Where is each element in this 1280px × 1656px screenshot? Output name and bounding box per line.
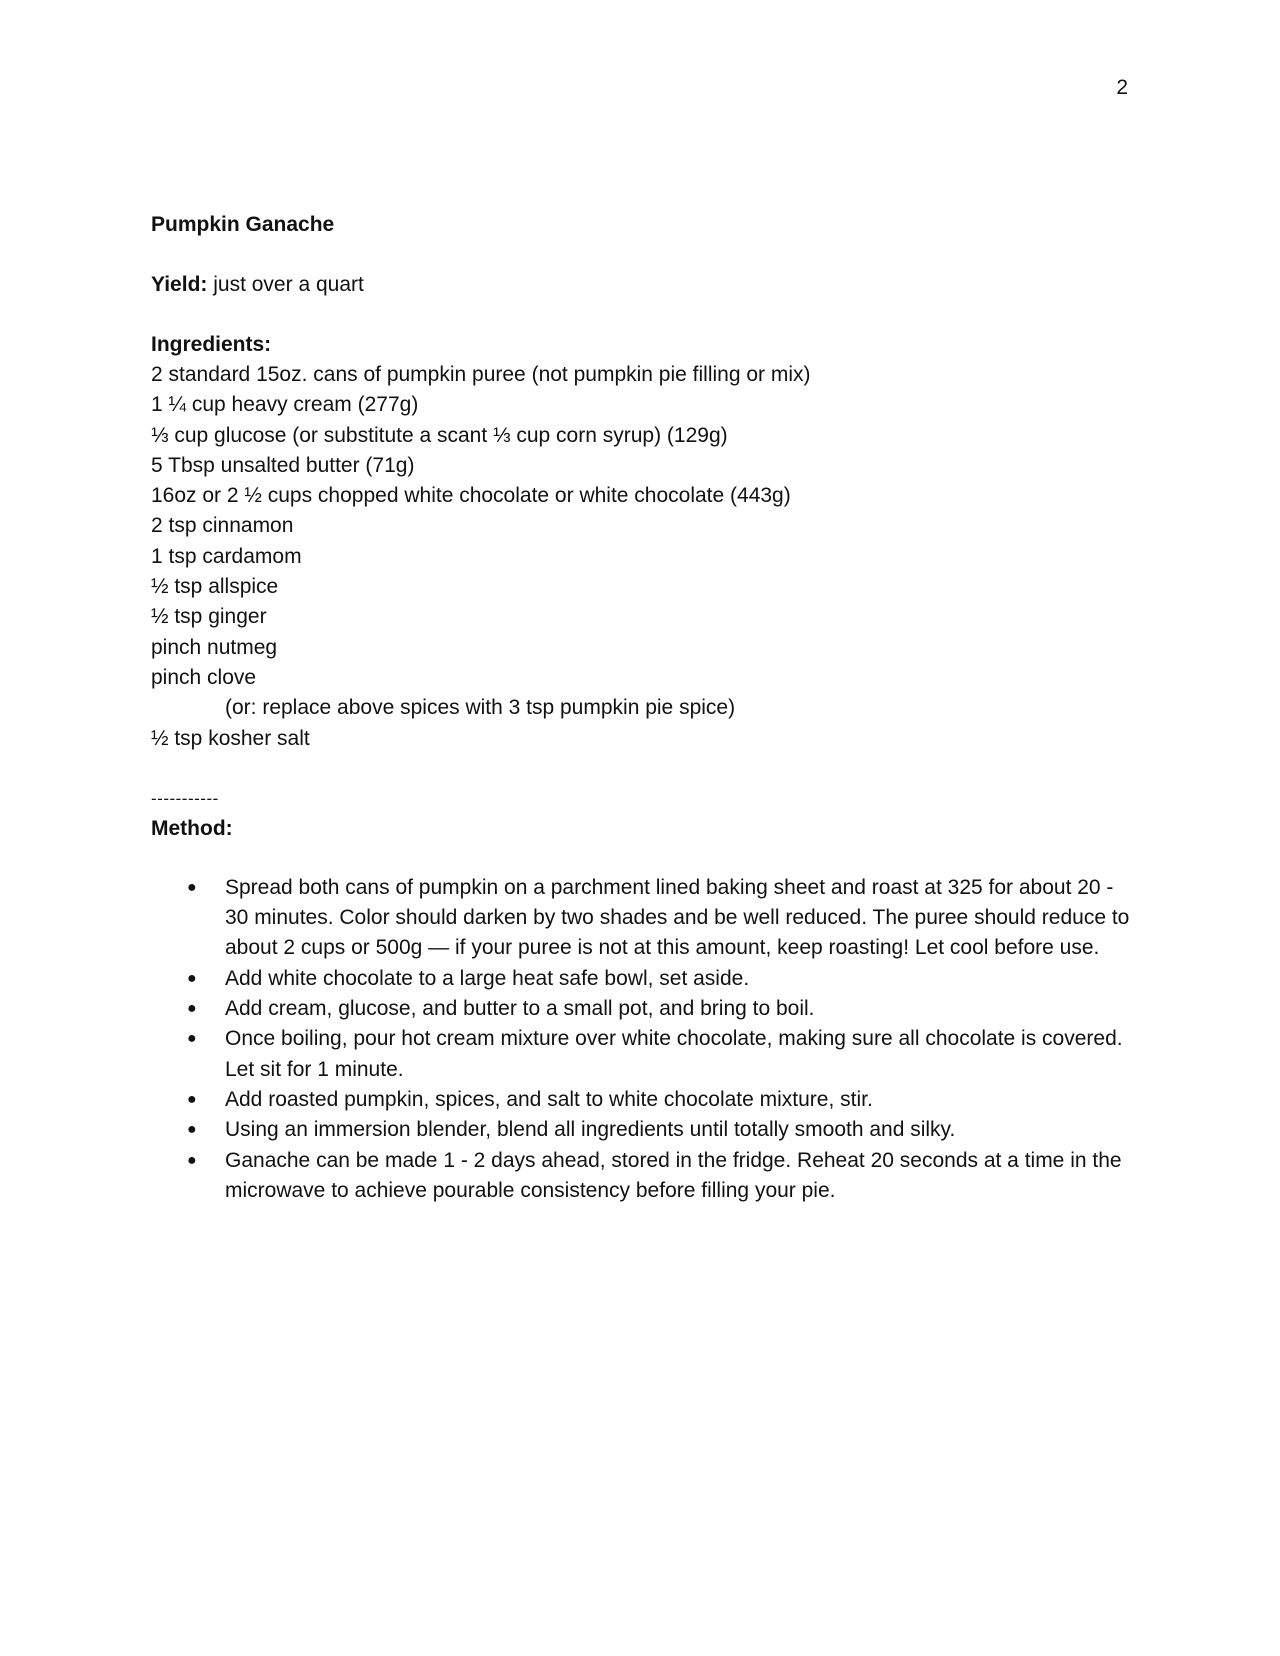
ingredients-heading: Ingredients: bbox=[151, 333, 272, 356]
method-step bbox=[151, 1085, 1131, 1115]
ingredient-item: 1 tsp cardamom bbox=[151, 544, 302, 568]
bullet-icon: ● bbox=[187, 1121, 197, 1139]
method-step-text: Ganache can be made 1 - 2 days ahead, stored in the fridge. Reheat 20 seconds at a time in the microwave to achieve pourable consistency before filling your pie. bbox=[225, 1148, 1122, 1202]
ingredient-item: 2 standard 15oz. cans of pumpkin puree (not pumpkin pie filling or mix) bbox=[151, 363, 811, 386]
method-step-text: Using an immersion blender, blend all ingredients until totally smooth and silky. bbox=[225, 1118, 956, 1142]
method-list bbox=[151, 873, 1131, 1206]
method-step bbox=[151, 964, 1131, 994]
method-heading: Method: bbox=[151, 816, 233, 840]
ingredient-item: ½ tsp kosher salt bbox=[151, 726, 310, 750]
ingredient-item: ½ tsp allspice bbox=[151, 575, 279, 599]
section-divider: ----------- bbox=[151, 788, 219, 808]
bullet-icon: ● bbox=[187, 1151, 197, 1169]
method-step-text: Add roasted pumpkin, spices, and salt to white chocolate mixture, stir. bbox=[225, 1087, 873, 1111]
ingredient-item: pinch clove bbox=[151, 665, 257, 689]
recipe-content bbox=[151, 210, 1131, 1206]
bullet-icon: ● bbox=[187, 1090, 197, 1108]
method-step-text: Once boiling, pour hot cream mixture over white chocolate, making sure all chocolate is covered. Let sit for 1 minute. bbox=[225, 1027, 1123, 1081]
ingredient-list bbox=[151, 360, 1131, 754]
ingredient-item: ⅓ cup glucose (or substitute a scant ⅓ cup corn syrup) (129g) bbox=[151, 423, 728, 447]
method-step-text: Add cream, glucose, and butter to a small pot, and bring to boil. bbox=[225, 997, 815, 1021]
ingredient-note: (or: replace above spices with 3 tsp pumpkin pie spice) bbox=[225, 696, 736, 720]
method-step bbox=[151, 1024, 1131, 1085]
ingredient-item: 2 tsp cinnamon bbox=[151, 514, 294, 538]
method-step bbox=[151, 1146, 1131, 1207]
bullet-icon: ● bbox=[187, 1030, 197, 1048]
bullet-icon: ● bbox=[187, 1000, 197, 1018]
method-step bbox=[151, 873, 1131, 964]
method-step-text: Add white chocolate to a large heat safe bowl, set aside. bbox=[225, 966, 750, 990]
yield-value: just over a quart bbox=[207, 273, 364, 296]
bullet-icon: ● bbox=[187, 969, 197, 987]
yield-line bbox=[151, 270, 1131, 300]
ingredient-item: ½ tsp ginger bbox=[151, 605, 267, 629]
recipe-title: Pumpkin Ganache bbox=[151, 213, 335, 236]
page-number: 2 bbox=[1116, 76, 1128, 99]
ingredient-item: 5 Tbsp unsalted butter (71g) bbox=[151, 453, 415, 477]
bullet-icon: ● bbox=[187, 878, 197, 896]
ingredient-item: 1 ¼ cup heavy cream (277g) bbox=[151, 393, 419, 417]
method-step bbox=[151, 1115, 1131, 1145]
yield-label: Yield: bbox=[151, 273, 208, 296]
ingredient-item: 16oz or 2 ½ cups chopped white chocolate or white chocolate (443g) bbox=[151, 484, 791, 508]
method-step bbox=[151, 994, 1131, 1024]
ingredient-item: pinch nutmeg bbox=[151, 635, 278, 659]
method-step-text: Spread both cans of pumpkin on a parchment lined baking sheet and roast at 325 for about 20 - 30 minutes. Color should darken by two shades and be well reduced. The puree should reduce to about 2 cups or 500g — if your puree is not at this amount, keep roasting! Let cool before use. bbox=[225, 875, 1130, 960]
